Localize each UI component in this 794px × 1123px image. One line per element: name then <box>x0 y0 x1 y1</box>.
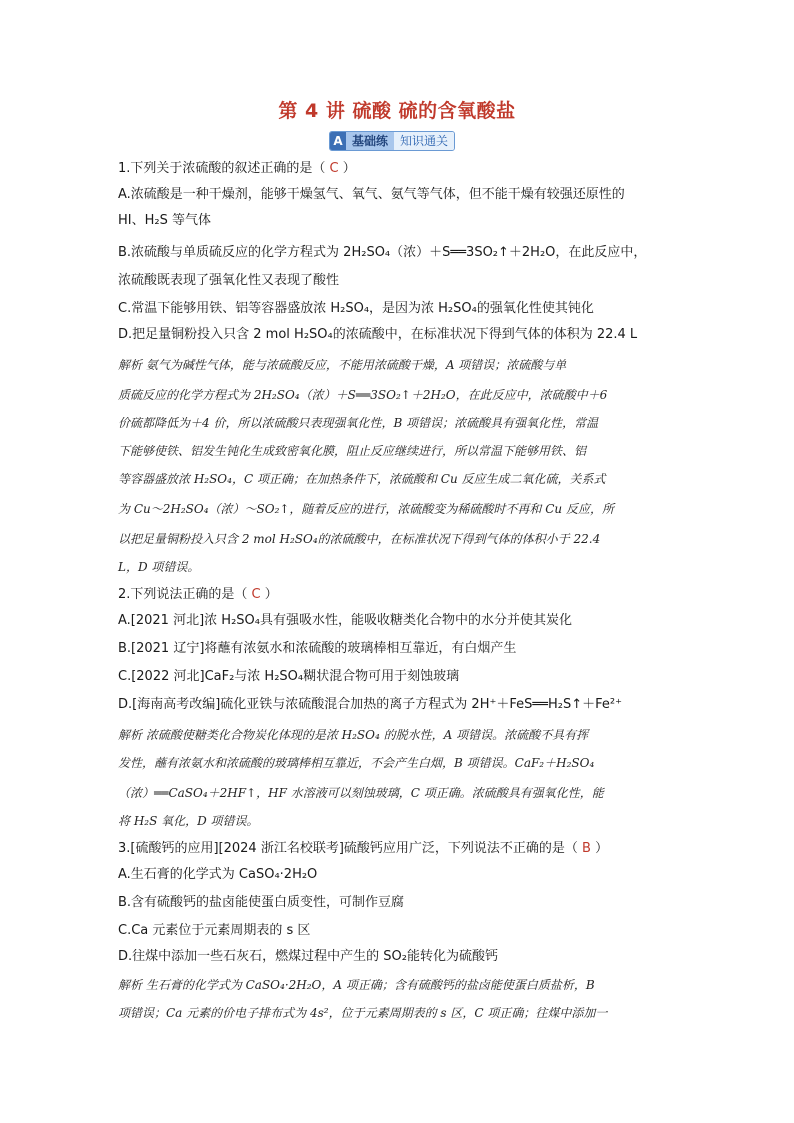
line-text: L，D 项错误。 <box>118 560 200 574</box>
line-text: A.[2021 河北]浓 H₂SO₄具有强吸水性，能吸收糖类化合物中的水分并使其炭化 <box>118 613 572 628</box>
explanation-line <box>118 386 678 404</box>
question-line <box>118 840 678 858</box>
question-line <box>118 586 678 604</box>
question-line <box>118 212 678 230</box>
badge-letter: A <box>330 132 346 150</box>
line-text: D.往煤中添加一些石灰石，燃煤过程中产生的 SO₂能转化为硫酸钙 <box>118 949 498 964</box>
explanation-line <box>118 442 678 460</box>
explanation-line <box>118 558 678 576</box>
badge-level: 基础练 <box>346 132 394 150</box>
explanation-line <box>118 726 678 744</box>
line-text-end: ） <box>590 841 609 856</box>
line-text: 发性，蘸有浓氨水和浓硫酸的玻璃棒相互靠近，不会产生白烟，B 项错误。CaF₂＋H₂SO₄ <box>118 756 595 770</box>
line-text: D.把足量铜粉投入只含 2 mol H₂SO₄的浓硫酸中，在标准状况下得到气体的体积为 22.4 L <box>118 327 638 342</box>
question-line <box>118 922 678 940</box>
line-text: 3.[硫酸钙的应用][2024 浙江名校联考]硫酸钙应用广泛，下列说法不正确的是（ <box>118 841 583 856</box>
line-text: A.浓硫酸是一种干燥剂，能够干燥氢气、氧气、氨气等气体，但不能干燥有较强还原性的 <box>118 187 625 202</box>
line-text: 解析 浓硫酸使糖类化合物炭化体现的是浓 H₂SO₄ 的脱水性，A 项错误。浓硫酸不具有挥 <box>118 728 589 742</box>
explanation-line <box>118 1004 678 1022</box>
question-line <box>118 894 678 912</box>
line-text: 2.下列说法正确的是（ <box>118 587 252 602</box>
line-text: 质硫反应的化学方程式为 2H₂SO₄（浓）＋S══3SO₂↑＋2H₂O，在此反应中，浓硫酸中＋6 <box>118 388 608 402</box>
line-text: 为 Cu～2H₂SO₄（浓）～SO₂↑，随着反应的进行，浓硫酸变为稀硫酸时不再和 Cu 反应，所 <box>118 502 614 516</box>
line-text: 浓硫酸既表现了强氧化性又表现了酸性 <box>118 273 340 288</box>
question-line <box>118 696 678 714</box>
line-text-end: ） <box>260 587 278 602</box>
line-text: 价硫都降低为＋4 价，所以浓硫酸只表现强氧化性，B 项错误；浓硫酸具有强氧化性，常温 <box>118 416 599 430</box>
explanation-line <box>118 500 678 518</box>
line-text: B.浓硫酸与单质硫反应的化学方程式为 2H₂SO₄（浓）＋S══3SO₂↑＋2H₂O，在此反应中， <box>118 245 647 260</box>
question-line <box>118 640 678 658</box>
badge-topic: 知识通关 <box>394 132 454 150</box>
explanation-line <box>118 414 678 432</box>
line-text: 等容器盛放浓 H₂SO₄，C 项正确；在加热条件下，浓硫酸和 Cu 反应生成二氧化硫，关系式 <box>118 472 606 486</box>
explanation-line <box>118 754 678 772</box>
line-text: 将 H₂S 氧化，D 项错误。 <box>118 814 259 828</box>
answer-letter: C <box>329 161 339 176</box>
line-text: C.常温下能够用铁、铝等容器盛放浓 H₂SO₄，是因为浓 H₂SO₄的强氧化性使其钝化 <box>118 301 594 316</box>
line-text: D.[海南高考改编]硫化亚铁与浓硫酸混合加热的离子方程式为 2H⁺＋FeS══H₂S↑＋Fe²⁺ <box>118 697 622 712</box>
question-line <box>118 244 678 262</box>
explanation-line <box>118 784 678 802</box>
question-line <box>118 948 678 966</box>
line-text: 项错误；Ca 元素的价电子排布式为 4s²，位于元素周期表的 s 区，C 项正确；往煤中添加一 <box>118 1006 608 1020</box>
line-text: （浓）══CaSO₄＋2HF↑，HF 水溶液可以刻蚀玻璃，C 项正确。浓硫酸具有强氧化性，能 <box>118 786 604 800</box>
line-text: HI、H₂S 等气体 <box>118 213 211 228</box>
question-line <box>118 272 678 290</box>
explanation-line <box>118 356 678 374</box>
explanation-line <box>118 976 678 994</box>
line-text: C.[2022 河北]CaF₂与浓 H₂SO₄糊状混合物可用于刻蚀玻璃 <box>118 669 460 684</box>
line-text: 解析 生石膏的化学式为 CaSO₄·2H₂O，A 项正确；含有硫酸钙的盐卤能使蛋白质盐析，B <box>118 978 595 992</box>
line-text: 1.下列关于浓硫酸的叙述正确的是（ <box>118 161 330 176</box>
explanation-line <box>118 812 678 830</box>
page-title: 第 4 讲 硫酸 硫的含氧酸盐 <box>278 100 516 122</box>
question-line <box>118 326 678 344</box>
line-text: 下能够使铁、铝发生钝化生成致密氧化膜，阻止反应继续进行，所以常温下能够用铁、铝 <box>118 444 587 458</box>
section-badge <box>329 131 455 151</box>
answer-letter: B <box>582 841 591 856</box>
line-text-end: ） <box>338 161 356 176</box>
line-text: B.[2021 辽宁]将蘸有浓氨水和浓硫酸的玻璃棒相互靠近，有白烟产生 <box>118 641 517 656</box>
answer-letter: C <box>251 587 261 602</box>
question-line <box>118 612 678 630</box>
question-line <box>118 300 678 318</box>
question-line <box>118 668 678 686</box>
line-text: C.Ca 元素位于元素周期表的 s 区 <box>118 923 311 938</box>
line-text: A.生石膏的化学式为 CaSO₄·2H₂O <box>118 867 318 882</box>
line-text: 以把足量铜粉投入只含 2 mol H₂SO₄的浓硫酸中，在标准状况下得到气体的体积小于 22.4 <box>118 532 601 546</box>
line-text: B.含有硫酸钙的盐卤能使蛋白质变性，可制作豆腐 <box>118 895 405 910</box>
line-text: 解析 氨气为碱性气体，能与浓硫酸反应，不能用浓硫酸干燥，A 项错误；浓硫酸与单 <box>118 358 567 372</box>
question-line <box>118 866 678 884</box>
explanation-line <box>118 530 678 548</box>
explanation-line <box>118 470 678 488</box>
question-line <box>118 186 678 204</box>
question-line <box>118 160 678 178</box>
